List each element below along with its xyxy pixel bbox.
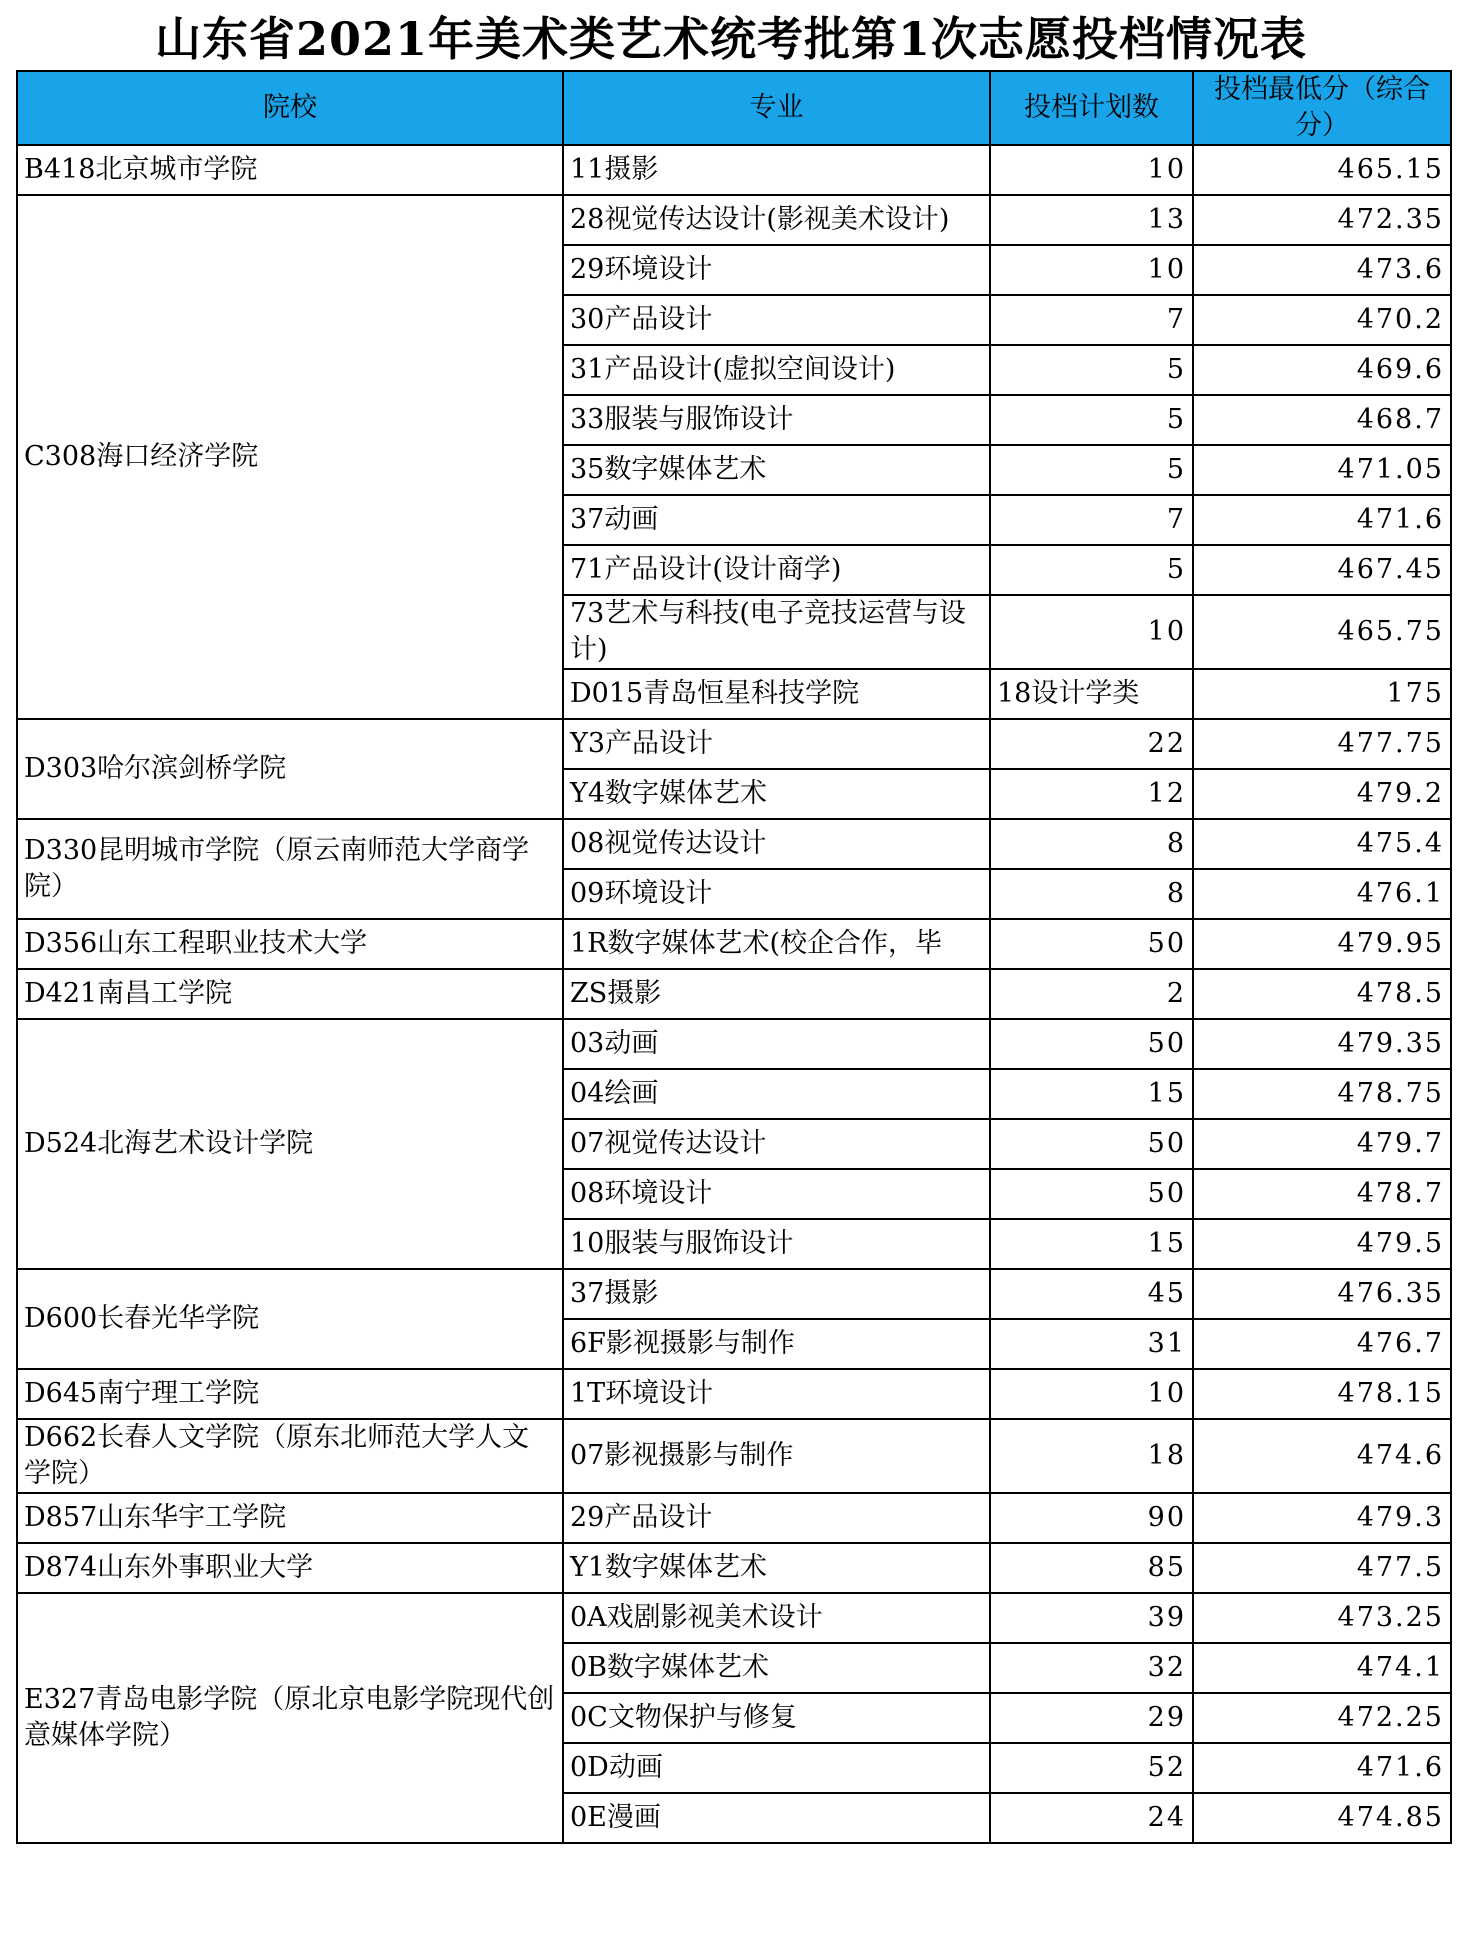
plan-count-cell: 29	[990, 1693, 1193, 1743]
major-cell: 0E漫画	[563, 1793, 990, 1843]
plan-count-cell: 18	[990, 1419, 1193, 1493]
min-score-cell: 469.6	[1193, 345, 1451, 395]
major-cell: 37动画	[563, 495, 990, 545]
min-score-cell: 479.3	[1193, 1493, 1451, 1543]
major-cell: 30产品设计	[563, 295, 990, 345]
school-cell: D303哈尔滨剑桥学院	[17, 719, 563, 819]
min-score-cell: 478.5	[1193, 969, 1451, 1019]
table-row	[17, 145, 1451, 195]
min-score-cell: 465.75	[1193, 595, 1451, 669]
plan-count-cell: 12	[990, 769, 1193, 819]
plan-count-cell: 8	[990, 819, 1193, 869]
plan-count-cell: 50	[990, 1169, 1193, 1219]
table-header-row	[17, 71, 1451, 145]
school-cell: B418北京城市学院	[17, 145, 563, 195]
plan-count-cell: 2	[990, 969, 1193, 1019]
plan-count-cell: 31	[990, 1319, 1193, 1369]
major-cell: Y3产品设计	[563, 719, 990, 769]
min-score-cell: 476.7	[1193, 1319, 1451, 1369]
major-cell: 0C文物保护与修复	[563, 1693, 990, 1743]
major-cell: 31产品设计(虚拟空间设计)	[563, 345, 990, 395]
min-score-cell: 479.7	[1193, 1119, 1451, 1169]
major-cell: 6F影视摄影与制作	[563, 1319, 990, 1369]
major-cell: ZS摄影	[563, 969, 990, 1019]
major-cell: 0A戏剧影视美术设计	[563, 1593, 990, 1643]
plan-count-cell: 52	[990, 1743, 1193, 1793]
major-cell: 07视觉传达设计	[563, 1119, 990, 1169]
plan-count-cell: 90	[990, 1493, 1193, 1543]
min-score-cell: 471.6	[1193, 1743, 1451, 1793]
min-score-cell: 467.45	[1193, 545, 1451, 595]
major-cell: Y4数字媒体艺术	[563, 769, 990, 819]
min-score-cell: 472.35	[1193, 195, 1451, 245]
major-cell: 10服装与服饰设计	[563, 1219, 990, 1269]
major-cell: Y1数字媒体艺术	[563, 1543, 990, 1593]
min-score-cell: 476.1	[1193, 869, 1451, 919]
plan-count-cell: 10	[990, 595, 1193, 669]
plan-count-cell: 7	[990, 495, 1193, 545]
page-title: 山东省2021年美术类艺术统考批第1次志愿投档情况表	[154, 12, 1308, 66]
major-cell: 08环境设计	[563, 1169, 990, 1219]
min-score-cell: 473.25	[1193, 1593, 1451, 1643]
plan-count-cell: 13	[990, 195, 1193, 245]
table-row	[17, 1269, 1451, 1319]
plan-count-cell: 5	[990, 545, 1193, 595]
min-score-cell: 472.25	[1193, 1693, 1451, 1743]
min-score-cell: 465.15	[1193, 145, 1451, 195]
plan-count-cell: 8	[990, 869, 1193, 919]
major-cell: 07影视摄影与制作	[563, 1419, 990, 1493]
table-row	[17, 1019, 1451, 1069]
major-cell: 29环境设计	[563, 245, 990, 295]
major-cell: 35数字媒体艺术	[563, 445, 990, 495]
plan-count-cell: 32	[990, 1643, 1193, 1693]
major-cell: 71产品设计(设计商学)	[563, 545, 990, 595]
min-score-cell: 468.7	[1193, 395, 1451, 445]
major-cell: 04绘画	[563, 1069, 990, 1119]
major-cell: 28视觉传达设计(影视美术设计)	[563, 195, 990, 245]
min-score-cell: 474.6	[1193, 1419, 1451, 1493]
school-cell: D645南宁理工学院	[17, 1369, 563, 1419]
plan-count-cell: 50	[990, 1119, 1193, 1169]
min-score-cell: 477.75	[1193, 719, 1451, 769]
school-cell: C308海口经济学院	[17, 195, 563, 719]
table-row	[17, 195, 1451, 245]
min-score-cell: 470.2	[1193, 295, 1451, 345]
plan-count-cell: 10	[990, 145, 1193, 195]
plan-count-cell: 50	[990, 1019, 1193, 1069]
plan-count-cell: 39	[990, 1593, 1193, 1643]
plan-count-cell: 10	[990, 1369, 1193, 1419]
min-score-cell: 479.5	[1193, 1219, 1451, 1269]
min-score-cell: 471.6	[1193, 495, 1451, 545]
major-cell: 37摄影	[563, 1269, 990, 1319]
min-score-cell: 478.7	[1193, 1169, 1451, 1219]
school-cell: D524北海艺术设计学院	[17, 1019, 563, 1269]
plan-count-cell: 10	[990, 245, 1193, 295]
min-score-cell: 473.6	[1193, 245, 1451, 295]
school-cell: D330昆明城市学院（原云南师范大学商学院）	[17, 819, 563, 919]
table-row	[17, 1419, 1451, 1493]
min-score-cell: 478.75	[1193, 1069, 1451, 1119]
table-row	[17, 919, 1451, 969]
plan-count-cell: 5	[990, 345, 1193, 395]
header-school: 院校	[17, 71, 563, 145]
min-score-cell: 475.4	[1193, 819, 1451, 869]
header-min-score: 投档最低分（综合分）	[1193, 71, 1451, 145]
major-cell: 0D动画	[563, 1743, 990, 1793]
major-cell: 73艺术与科技(电子竞技运营与设计)	[563, 595, 990, 669]
major-cell: 29产品设计	[563, 1493, 990, 1543]
school-cell: D874山东外事职业大学	[17, 1543, 563, 1593]
major-cell: 1T环境设计	[563, 1369, 990, 1419]
min-score-cell: 477.5	[1193, 1543, 1451, 1593]
admission-table	[16, 70, 1452, 1844]
table-row	[17, 819, 1451, 869]
min-score-cell: 476.35	[1193, 1269, 1451, 1319]
plan-count-cell: 175	[1193, 669, 1451, 719]
plan-count-cell: 45	[990, 1269, 1193, 1319]
min-score-cell: 479.95	[1193, 919, 1451, 969]
major-cell: 09环境设计	[563, 869, 990, 919]
plan-count-cell: 15	[990, 1069, 1193, 1119]
table-row	[17, 1593, 1451, 1643]
min-score-cell: 479.35	[1193, 1019, 1451, 1069]
table-row	[17, 1543, 1451, 1593]
major-cell: 18设计学类	[990, 669, 1193, 719]
major-cell: 0B数字媒体艺术	[563, 1643, 990, 1693]
school-cell: D015青岛恒星科技学院	[563, 669, 990, 719]
min-score-cell: 474.1	[1193, 1643, 1451, 1693]
school-cell: D356山东工程职业技术大学	[17, 919, 563, 969]
min-score-cell: 474.85	[1193, 1793, 1451, 1843]
plan-count-cell: 5	[990, 445, 1193, 495]
major-cell: 11摄影	[563, 145, 990, 195]
min-score-cell: 478.15	[1193, 1369, 1451, 1419]
plan-count-cell: 22	[990, 719, 1193, 769]
min-score-cell: 471.05	[1193, 445, 1451, 495]
major-cell: 1R数字媒体艺术(校企合作，毕	[563, 919, 990, 969]
table-row	[17, 1369, 1451, 1419]
school-cell: D857山东华宇工学院	[17, 1493, 563, 1543]
table-row	[17, 969, 1451, 1019]
major-cell: 33服装与服饰设计	[563, 395, 990, 445]
header-plan-count: 投档计划数	[990, 71, 1193, 145]
table-row	[17, 1493, 1451, 1543]
school-cell: D662长春人文学院（原东北师范大学人文学院）	[17, 1419, 563, 1493]
plan-count-cell: 85	[990, 1543, 1193, 1593]
min-score-cell: 479.2	[1193, 769, 1451, 819]
plan-count-cell: 50	[990, 919, 1193, 969]
plan-count-cell: 24	[990, 1793, 1193, 1843]
school-cell: D600长春光华学院	[17, 1269, 563, 1369]
major-cell: 08视觉传达设计	[563, 819, 990, 869]
plan-count-cell: 5	[990, 395, 1193, 445]
major-cell: 03动画	[563, 1019, 990, 1069]
table-body	[17, 145, 1451, 1843]
plan-count-cell: 15	[990, 1219, 1193, 1269]
school-cell: D421南昌工学院	[17, 969, 563, 1019]
header-major: 专业	[563, 71, 990, 145]
plan-count-cell: 7	[990, 295, 1193, 345]
school-cell: E327青岛电影学院（原北京电影学院现代创意媒体学院）	[17, 1593, 563, 1843]
table-row	[17, 719, 1451, 769]
